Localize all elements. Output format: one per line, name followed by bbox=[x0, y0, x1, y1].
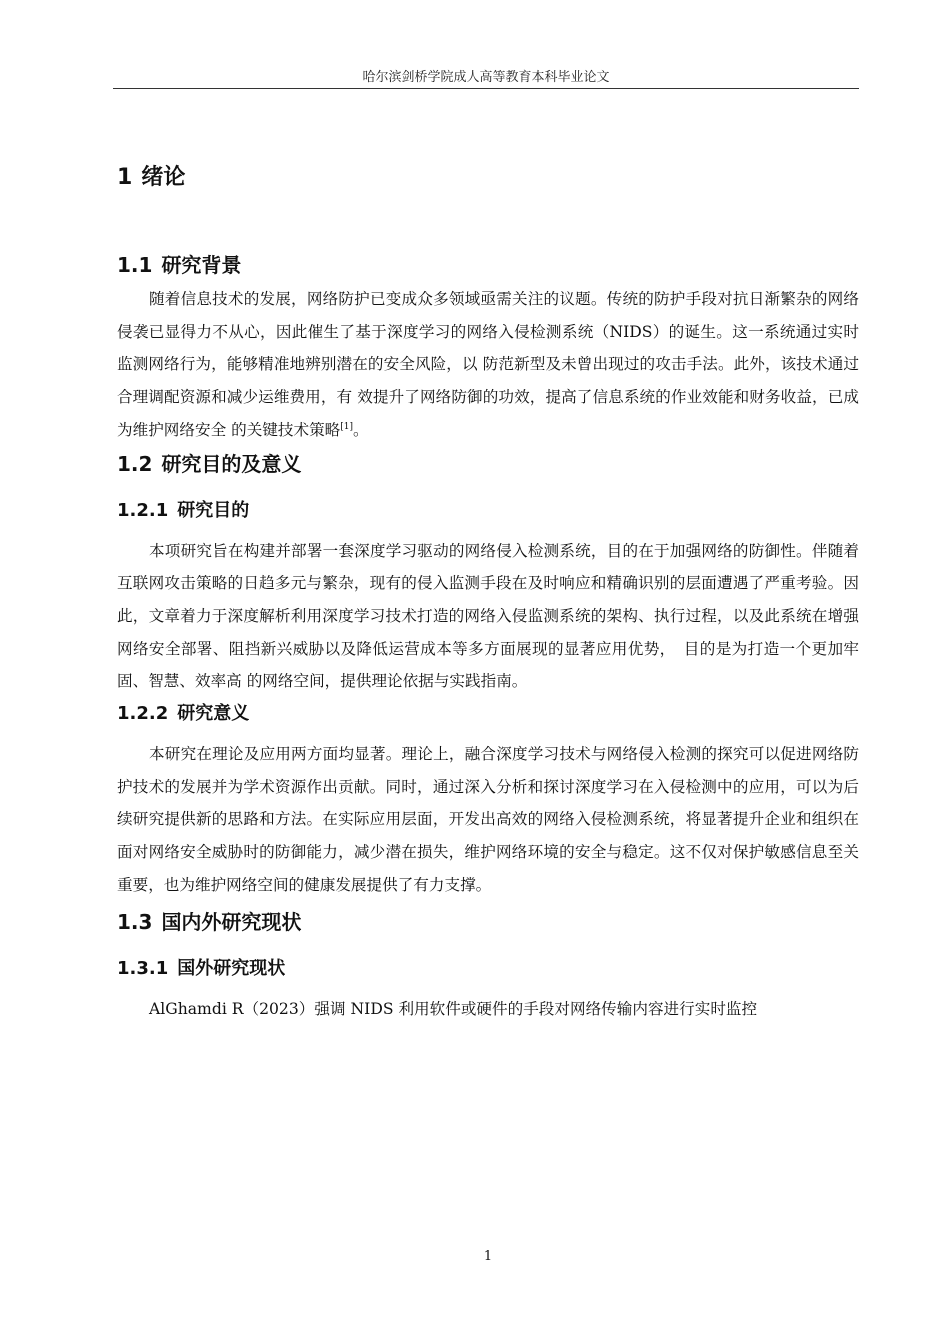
subsection-number: 1.2.2 bbox=[117, 703, 169, 725]
section-title: 研究背景 bbox=[161, 253, 242, 277]
main-content bbox=[117, 162, 859, 1025]
section-heading-1-3 bbox=[117, 907, 859, 937]
section-title: 国内外研究现状 bbox=[161, 909, 302, 934]
subsection-heading-1-3-1 bbox=[117, 955, 859, 983]
subsection-title: 国外研究现状 bbox=[177, 957, 286, 979]
section-number: 1.3 bbox=[117, 909, 153, 934]
section-title: 研究目的及意义 bbox=[161, 451, 302, 476]
page-number: 1 bbox=[483, 1249, 493, 1264]
subsection-title: 研究意义 bbox=[177, 703, 250, 725]
paragraph-purpose: 本项研究旨在构建并部署一套深度学习驱动的网络侵入检测系统，目的在于加强网络的防御性。伴随着互联网攻击策略的日趋多元与繁杂，现有的侵入监测手段在及时响应和精确识别的层面遭遇了严重考验。因此，文章着力于深度解析利用深度学习技术打造的网络入侵监测系统的架构、执行过程，以及此系统在增强网络安全部署、阻挡新兴威胁以及降低运营成本等多方面展现的显著应用优势， 目的是为打造一个更加牢固、智慧、效率高 的网络空间，提供理论依据与实践指南。 bbox=[117, 541, 859, 691]
section-heading-1-2 bbox=[117, 449, 859, 479]
section-heading-1-1 bbox=[117, 250, 859, 280]
subsection-heading-1-2-2 bbox=[117, 700, 859, 728]
paragraph-end: 。 bbox=[353, 420, 369, 439]
section-number: 1.2 bbox=[117, 451, 153, 476]
paragraph-text: 随着信息技术的发展，网络防护已变成众多领域亟需关注的议题。传统的防护手段对抗日渐繁杂的网络侵袭已显得力不从心，因此催生了基于深度学习的网络入侵检测系统（NIDS）的诞生。这一系统通过实时监测网络行为，能够精准地辨别潜在的安全风险，以 防范新型及未曾出现过的攻击手法。此外，该技术通过合理调配资源和减少运维费用，有 效提升了网络防御的功效，提高了信息系统的作业效能和财务收益，已成为维护网络安全 的关键技术策略 bbox=[117, 290, 859, 439]
subsection-title: 研究目的 bbox=[177, 499, 250, 521]
paragraph-foreign-research: AlGhamdi R（2023）强调 NIDS 利用软件或硬件的手段对网络传输内容进行实时监控 bbox=[149, 999, 758, 1018]
subsection-heading-1-2-1 bbox=[117, 497, 859, 525]
subsection-number: 1.2.1 bbox=[117, 499, 169, 521]
chapter-heading bbox=[117, 162, 859, 194]
chapter-title: 绪论 bbox=[141, 165, 186, 190]
section-number: 1.1 bbox=[117, 253, 153, 277]
citation-ref[interactable]: [1] bbox=[340, 421, 354, 432]
running-header: 哈尔滨剑桥学院成人高等教育本科毕业论文 bbox=[362, 70, 610, 85]
paragraph-significance: 本研究在理论及应用两方面均显著。理论上，融合深度学习技术与网络侵入检测的探究可以促进网络防护技术的发展并为学术资源作出贡献。同时，通过深入分析和探讨深度学习在入侵检测中的应用，可以为后续研究提供新的思路和方法。在实际应用层面，开发出高效的网络入侵检测系统，将显著提升企业和组织在面对网络安全威胁时的防御能力，减少潜在损失，维护网络环境的安全与稳定。这不仅对保护敏感信息至关重要，也为维护网络空间的健康发展提供了有力支撑。 bbox=[117, 745, 859, 894]
paragraph-background bbox=[117, 283, 859, 447]
header-rule bbox=[113, 88, 859, 89]
chapter-number: 1 bbox=[117, 165, 133, 190]
subsection-number: 1.3.1 bbox=[117, 957, 169, 979]
